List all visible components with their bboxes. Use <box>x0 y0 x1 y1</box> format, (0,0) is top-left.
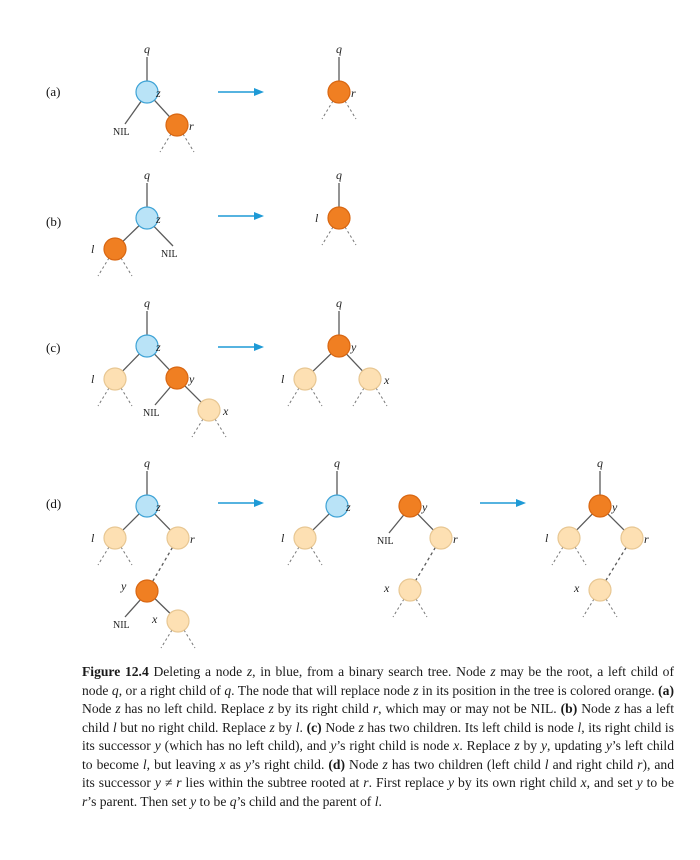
caption-part-label: (b) <box>560 701 578 716</box>
caption-part: ’s right child. <box>250 756 329 772</box>
node-label-l: l <box>91 531 95 545</box>
arrow-head <box>254 499 264 507</box>
caption-part: has two children (left child <box>387 756 545 772</box>
node-x <box>359 368 381 390</box>
node-z <box>326 495 348 517</box>
caption-part: z <box>269 719 275 735</box>
caption-part: has no left child. Replace <box>120 701 269 716</box>
caption-part: , its right child is its successor <box>82 719 674 753</box>
edge-z-y <box>155 354 170 370</box>
caption-part: , but leaving <box>146 756 220 772</box>
node-label-x: x <box>384 581 390 595</box>
node-label-x: x <box>384 373 390 387</box>
caption-part: r <box>82 793 88 809</box>
node-label-x: x <box>152 612 158 626</box>
caption-part: x <box>453 738 460 753</box>
tree <box>315 168 356 245</box>
caption-part: , or a right child of <box>118 682 225 698</box>
caption-part: l <box>142 756 147 772</box>
caption-part: x <box>219 756 226 772</box>
node-label-z: z <box>156 212 161 226</box>
edge-z-l <box>123 226 139 242</box>
node-label-q: q <box>144 456 150 470</box>
node-label-l: l <box>281 531 285 545</box>
subtree-stub-left <box>552 547 563 565</box>
caption-part: y <box>541 738 548 753</box>
caption-part: . <box>378 793 382 809</box>
edge-z-l <box>313 514 329 530</box>
node-label-z: z <box>156 86 161 100</box>
caption-part: z <box>413 682 419 698</box>
node-label-q: q <box>144 42 150 56</box>
panel-label: (b) <box>46 214 62 229</box>
caption-part: y <box>448 775 455 790</box>
subtree-stub-right <box>311 547 322 565</box>
caption-part: z <box>382 756 388 772</box>
caption-part: . First replace <box>368 775 449 790</box>
panel-label: (a) <box>46 84 61 99</box>
caption-part: by <box>519 738 541 753</box>
edge-y-r <box>418 514 434 530</box>
subtree-stub-right <box>215 419 226 437</box>
caption-part: as <box>225 756 245 772</box>
subtree-stub-left <box>322 227 333 245</box>
edge-z-l <box>123 514 139 530</box>
caption-part: z <box>514 738 520 753</box>
node-l <box>104 238 126 260</box>
node-l <box>294 368 316 390</box>
nil-label: NIL <box>377 536 394 547</box>
node-l <box>294 527 316 549</box>
node-l <box>104 368 126 390</box>
caption-part: . <box>299 719 307 735</box>
caption-part: y <box>154 738 161 753</box>
subtree-stub-left <box>161 630 172 648</box>
node-l <box>104 527 126 549</box>
caption-part: y <box>605 738 612 753</box>
caption-part: Node <box>345 756 383 772</box>
caption-part: may be the root, a left child of node <box>82 664 674 698</box>
arrow-head <box>254 88 264 96</box>
caption-part: l <box>577 719 582 735</box>
node-label-r: r <box>644 532 649 546</box>
node-label-x: x <box>223 404 229 418</box>
caption-part: but no right child. Replace <box>116 719 270 735</box>
subtree-stub-right <box>575 547 586 565</box>
caption-part: y <box>244 756 251 772</box>
node-x <box>167 610 189 632</box>
node-label-z: z <box>346 500 351 514</box>
caption-part: , which may or may not be NIL. <box>378 701 561 716</box>
caption-part: by its own right child <box>454 775 581 790</box>
tree <box>322 42 356 119</box>
edge-y-nil <box>389 515 404 533</box>
nil-label: NIL <box>113 620 130 631</box>
subtree-stub-right <box>183 134 194 152</box>
caption-part: and right child <box>548 756 638 772</box>
edge-z-l <box>123 354 140 371</box>
edge-r-x <box>416 547 436 580</box>
node-label-l: l <box>281 372 285 386</box>
nil-label: NIL <box>143 408 160 419</box>
subtree-stub-left <box>98 258 109 276</box>
caption-text <box>82 664 674 809</box>
caption-part: z <box>490 664 496 679</box>
caption-part: l <box>544 756 549 772</box>
caption-part: , and set <box>586 775 637 790</box>
node-label-z: z <box>156 500 161 514</box>
caption-part: . Replace <box>459 738 515 753</box>
caption-part: y <box>190 793 197 809</box>
arrow-head <box>254 212 264 220</box>
node-l <box>328 207 350 229</box>
caption-part: (which has no left child), and <box>160 738 331 753</box>
node-label-q: q <box>597 456 603 470</box>
node-x <box>589 579 611 601</box>
subtree-stub-right <box>184 630 195 648</box>
node-label-r: r <box>351 86 356 100</box>
nil-label: NIL <box>161 249 178 260</box>
figure-label: Figure 12.4 <box>82 664 149 679</box>
caption-part: ), and its successor <box>82 756 675 790</box>
caption-part: . The node that will replace node <box>231 682 414 698</box>
node-label-l: l <box>91 372 95 386</box>
node-r <box>167 527 189 549</box>
caption-part: Node <box>577 701 615 716</box>
arrow-head <box>516 499 526 507</box>
figure-caption <box>82 663 674 811</box>
caption-part: , updating <box>547 738 606 753</box>
caption-part-label: (d) <box>328 756 345 772</box>
node-label-q: q <box>336 42 342 56</box>
caption-part-label: (a) <box>658 682 674 698</box>
node-label-x: x <box>574 581 580 595</box>
node-label-r: r <box>189 119 194 133</box>
node-x <box>198 399 220 421</box>
caption-part: ’s right child is node <box>336 738 454 753</box>
edge-z-r <box>155 514 171 530</box>
caption-part: q <box>111 682 119 698</box>
tree <box>91 168 178 276</box>
node-z <box>136 207 158 229</box>
node-label-q: q <box>144 296 150 310</box>
panel-b <box>46 168 356 276</box>
nil-label: NIL <box>113 127 130 138</box>
caption-part: to be <box>196 793 230 809</box>
caption-part: to be <box>642 775 674 790</box>
tree <box>281 296 390 406</box>
node-y <box>589 495 611 517</box>
node-label-l: l <box>315 211 319 225</box>
subtree-stub-right <box>121 547 132 565</box>
tree <box>281 456 458 617</box>
caption-part: by its right child <box>273 701 373 716</box>
caption-part: ’s left child to become <box>82 738 675 772</box>
node-label-y: y <box>612 500 618 514</box>
subtree-stub-left <box>160 134 171 152</box>
edge-y-x <box>347 354 363 371</box>
subtree-stub-left <box>288 388 299 406</box>
edge-y-nil <box>155 387 170 405</box>
subtree-stub-left <box>322 101 333 119</box>
node-l <box>558 527 580 549</box>
node-z <box>136 81 158 103</box>
node-label-q: q <box>336 168 342 182</box>
caption-part: has two children. Its left child is node <box>363 719 578 735</box>
caption-part: l <box>112 719 117 735</box>
node-z <box>136 495 158 517</box>
subtree-stub-left <box>353 388 364 406</box>
node-label-y: y <box>121 579 127 593</box>
caption-part: y <box>330 738 337 753</box>
subtree-stub-right <box>606 599 617 617</box>
caption-part: r <box>372 701 379 716</box>
subtree-stub-left <box>98 388 109 406</box>
caption-part: x <box>580 775 587 790</box>
tree <box>91 296 229 437</box>
caption-part: Node <box>82 701 116 716</box>
edge-y-nil <box>125 600 140 617</box>
caption-part: , in blue, from a binary search tree. Node <box>252 664 491 679</box>
node-r <box>430 527 452 549</box>
edge-z-nil <box>154 226 173 246</box>
caption-part: has a left child <box>82 701 674 735</box>
caption-part: z <box>268 701 274 716</box>
caption-part: r <box>637 756 643 772</box>
panel-label: (c) <box>46 340 61 355</box>
panel-c <box>46 296 390 437</box>
edge-y-x <box>185 386 201 402</box>
node-label-l: l <box>91 242 95 256</box>
caption-part: y ≠ r <box>154 775 182 790</box>
node-r <box>621 527 643 549</box>
arrow-head <box>254 343 264 351</box>
node-z <box>136 335 158 357</box>
subtree-stub-right <box>311 388 322 406</box>
caption-part: ’s child and the parent of <box>236 793 375 809</box>
edge-y-l <box>313 354 331 372</box>
node-label-z: z <box>156 340 161 354</box>
caption-part: l <box>374 793 379 809</box>
edge-y-r <box>608 514 624 530</box>
node-label-r: r <box>190 532 195 546</box>
subtree-stub-left <box>288 547 299 565</box>
caption-part: by <box>274 719 296 735</box>
node-x <box>399 579 421 601</box>
subtree-stub-left <box>192 419 203 437</box>
caption-part: Node <box>321 719 359 735</box>
node-label-q: q <box>334 456 340 470</box>
caption-part: q <box>229 793 237 809</box>
subtree-stub-right <box>416 599 427 617</box>
panel-d <box>46 456 649 648</box>
subtree-stub-left <box>98 547 109 565</box>
edge-r-y <box>153 547 173 581</box>
panel-label: (d) <box>46 496 62 511</box>
edge-z-nil <box>125 101 141 124</box>
caption-part: z <box>115 701 121 716</box>
tree <box>113 42 194 152</box>
caption-part: y <box>636 775 643 790</box>
node-y <box>136 580 158 602</box>
node-label-y: y <box>351 340 357 354</box>
tree <box>91 456 195 648</box>
node-label-y: y <box>189 372 195 386</box>
caption-part: z <box>614 701 620 716</box>
node-y <box>328 335 350 357</box>
edge-z-r <box>154 100 169 117</box>
subtree-stub-right <box>345 101 356 119</box>
caption-part: ’s parent. Then set <box>87 793 191 809</box>
subtree-stub-right <box>345 227 356 245</box>
node-label-q: q <box>144 168 150 182</box>
caption-part: Deleting a node <box>153 664 247 679</box>
subtree-stub-right <box>121 258 132 276</box>
subtree-stub-left <box>583 599 594 617</box>
node-y <box>399 495 421 517</box>
node-label-r: r <box>453 532 458 546</box>
node-label-q: q <box>336 296 342 310</box>
caption-part: q <box>224 682 232 698</box>
caption-part: in its position in the tree is colored orange. <box>418 682 659 698</box>
caption-part-label: (c) <box>306 719 322 735</box>
subtree-stub-right <box>121 388 132 406</box>
node-y <box>166 367 188 389</box>
caption-part: l <box>295 719 300 735</box>
panel-a <box>46 42 356 152</box>
node-label-y: y <box>422 500 428 514</box>
node-r <box>328 81 350 103</box>
node-r <box>166 114 188 136</box>
node-label-l: l <box>545 531 549 545</box>
subtree-stub-left <box>393 599 404 617</box>
caption-part: z <box>246 664 253 679</box>
caption-part: r <box>363 775 369 790</box>
tree <box>545 456 649 617</box>
caption-part: lies within the subtree rooted at <box>181 775 364 790</box>
subtree-stub-right <box>376 388 387 406</box>
caption-part: z <box>358 719 364 735</box>
edge-y-l <box>577 514 593 530</box>
edge-r-x <box>606 547 626 580</box>
